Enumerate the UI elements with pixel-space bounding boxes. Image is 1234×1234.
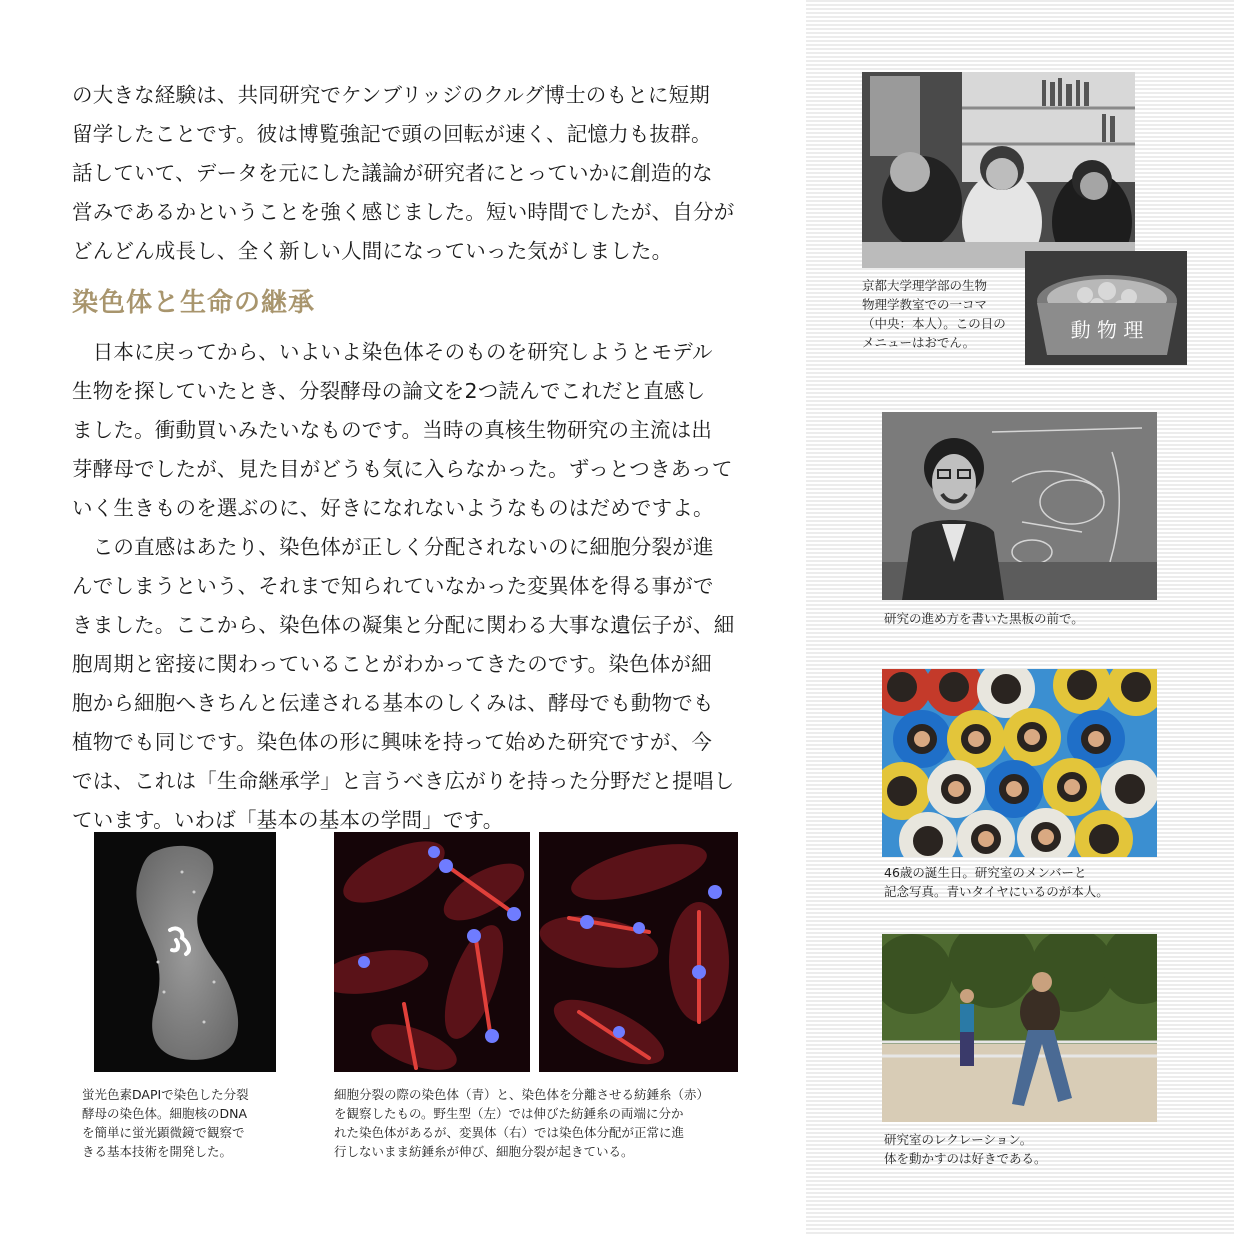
main-paragraph [72, 333, 762, 840]
text-line: 話していて、データを元にした議論が研究者にとっていかに創造的な [72, 161, 713, 185]
lab-group-photo [862, 72, 1135, 268]
dapi-yeast-photo [94, 832, 276, 1072]
tires-birthday-photo [882, 669, 1157, 857]
pot-lettering: 動 物 理 [1070, 318, 1144, 342]
text-line: では、これは「生命継承学」と言うべき広がりを持った分野だと提唱し [72, 769, 735, 793]
spindle-wildtype-photo [334, 832, 530, 1072]
caption-line: 蛍光色素DAPIで染色した分裂 [82, 1087, 249, 1102]
caption-line: を簡単に蛍光顕微鏡で観察で [82, 1125, 245, 1140]
section-heading: 染色体と生命の継承 [72, 288, 316, 318]
intro-paragraph [72, 76, 762, 271]
text-line: 胞周期と密接に関わっていることがわかってきたのです。染色体が細 [72, 652, 712, 676]
text-line: 留学したことです。彼は博覧強記で頭の回転が速く、記憶力も抜群。 [72, 122, 712, 146]
caption-line: れた染色体があるが、変異体（右）では染色体分配が正常に進 [334, 1125, 685, 1140]
text-line: 営みであるかということを強く感じました。短い時間でしたが、自分が [72, 200, 735, 224]
caption-line: きる基本技術を開発した。 [82, 1144, 233, 1159]
caption-line: 京都大学理学部の生物 [862, 278, 988, 293]
caption-line: メニューはおでん。 [862, 335, 976, 350]
caption-line: を観察したもの。野生型（左）では伸びた紡錘糸の両端に分か [334, 1106, 684, 1121]
oden-pot-photo [1025, 251, 1187, 365]
tires-caption [884, 863, 1109, 901]
text-line: ました。衝動買いみたいなものです。当時の真核生物研究の主流は出 [72, 418, 713, 442]
text-line: の大きな経験は、共同研究でケンブリッジのクルグ博士のもとに短期 [72, 83, 711, 107]
caption-line: 体を動かすのは好きである。 [884, 1151, 1047, 1166]
text-line: どんどん成長し、全く新しい人間になっていった気がしました。 [72, 239, 673, 263]
recreation-caption [884, 1130, 1047, 1168]
caption-line: 46歳の誕生日。研究室のメンバーと [884, 865, 1087, 880]
lab-caption [862, 276, 1006, 352]
text-line: いく生きものを選ぶのに、好きになれないようなものはだめですよ。 [72, 496, 714, 520]
text-line: んでしまうという、それまで知られていなかった変異体を得る事がで [72, 574, 714, 598]
caption-line: 行しないまま紡錘糸が伸び、細胞分裂が起きている。 [334, 1144, 634, 1159]
caption-line: 記念写真。青いタイヤにいるのが本人。 [884, 884, 1109, 899]
blackboard-caption [884, 609, 1084, 628]
caption-line: 酵母の染色体。細胞核のDNA [82, 1106, 248, 1121]
text-line: 日本に戻ってから、いよいよ染色体そのものを研究しようとモデル [72, 340, 713, 364]
caption-line: 研究の進め方を書いた黒板の前で。 [884, 611, 1084, 626]
text-line: ています。いわば「基本の基本の学問」です。 [72, 808, 504, 832]
caption-line: 細胞分裂の際の染色体（青）と、染色体を分離させる紡錘糸（赤） [334, 1087, 710, 1102]
caption-line: 研究室のレクレーション。 [884, 1132, 1033, 1147]
recreation-photo [882, 934, 1157, 1122]
text-line: 胞から細胞へきちんと伝達される基本のしくみは、酵母でも動物でも [72, 691, 714, 715]
text-line: この直感はあたり、染色体が正しく分配されないのに細胞分裂が進 [72, 535, 714, 559]
dapi-caption [82, 1085, 249, 1161]
text-line: 植物でも同じです。染色体の形に興味を持って始めた研究ですが、今 [72, 730, 713, 754]
caption-line: （中央：本人）。この日の [862, 316, 1006, 331]
text-line: 芽酵母でしたが、見た目がどうも気に入らなかった。ずっとつきあって [72, 457, 733, 481]
blackboard-photo [882, 412, 1157, 600]
spindle-caption [334, 1085, 709, 1161]
caption-line: 物理学教室での一コマ [862, 297, 988, 312]
text-line: きました。ここから、染色体の凝集と分配に関わる大事な遺伝子が、細 [72, 613, 735, 637]
spindle-mutant-photo [539, 832, 738, 1072]
text-line: 生物を探していたとき、分裂酵母の論文を2つ読んでこれだと直感し [72, 379, 706, 403]
